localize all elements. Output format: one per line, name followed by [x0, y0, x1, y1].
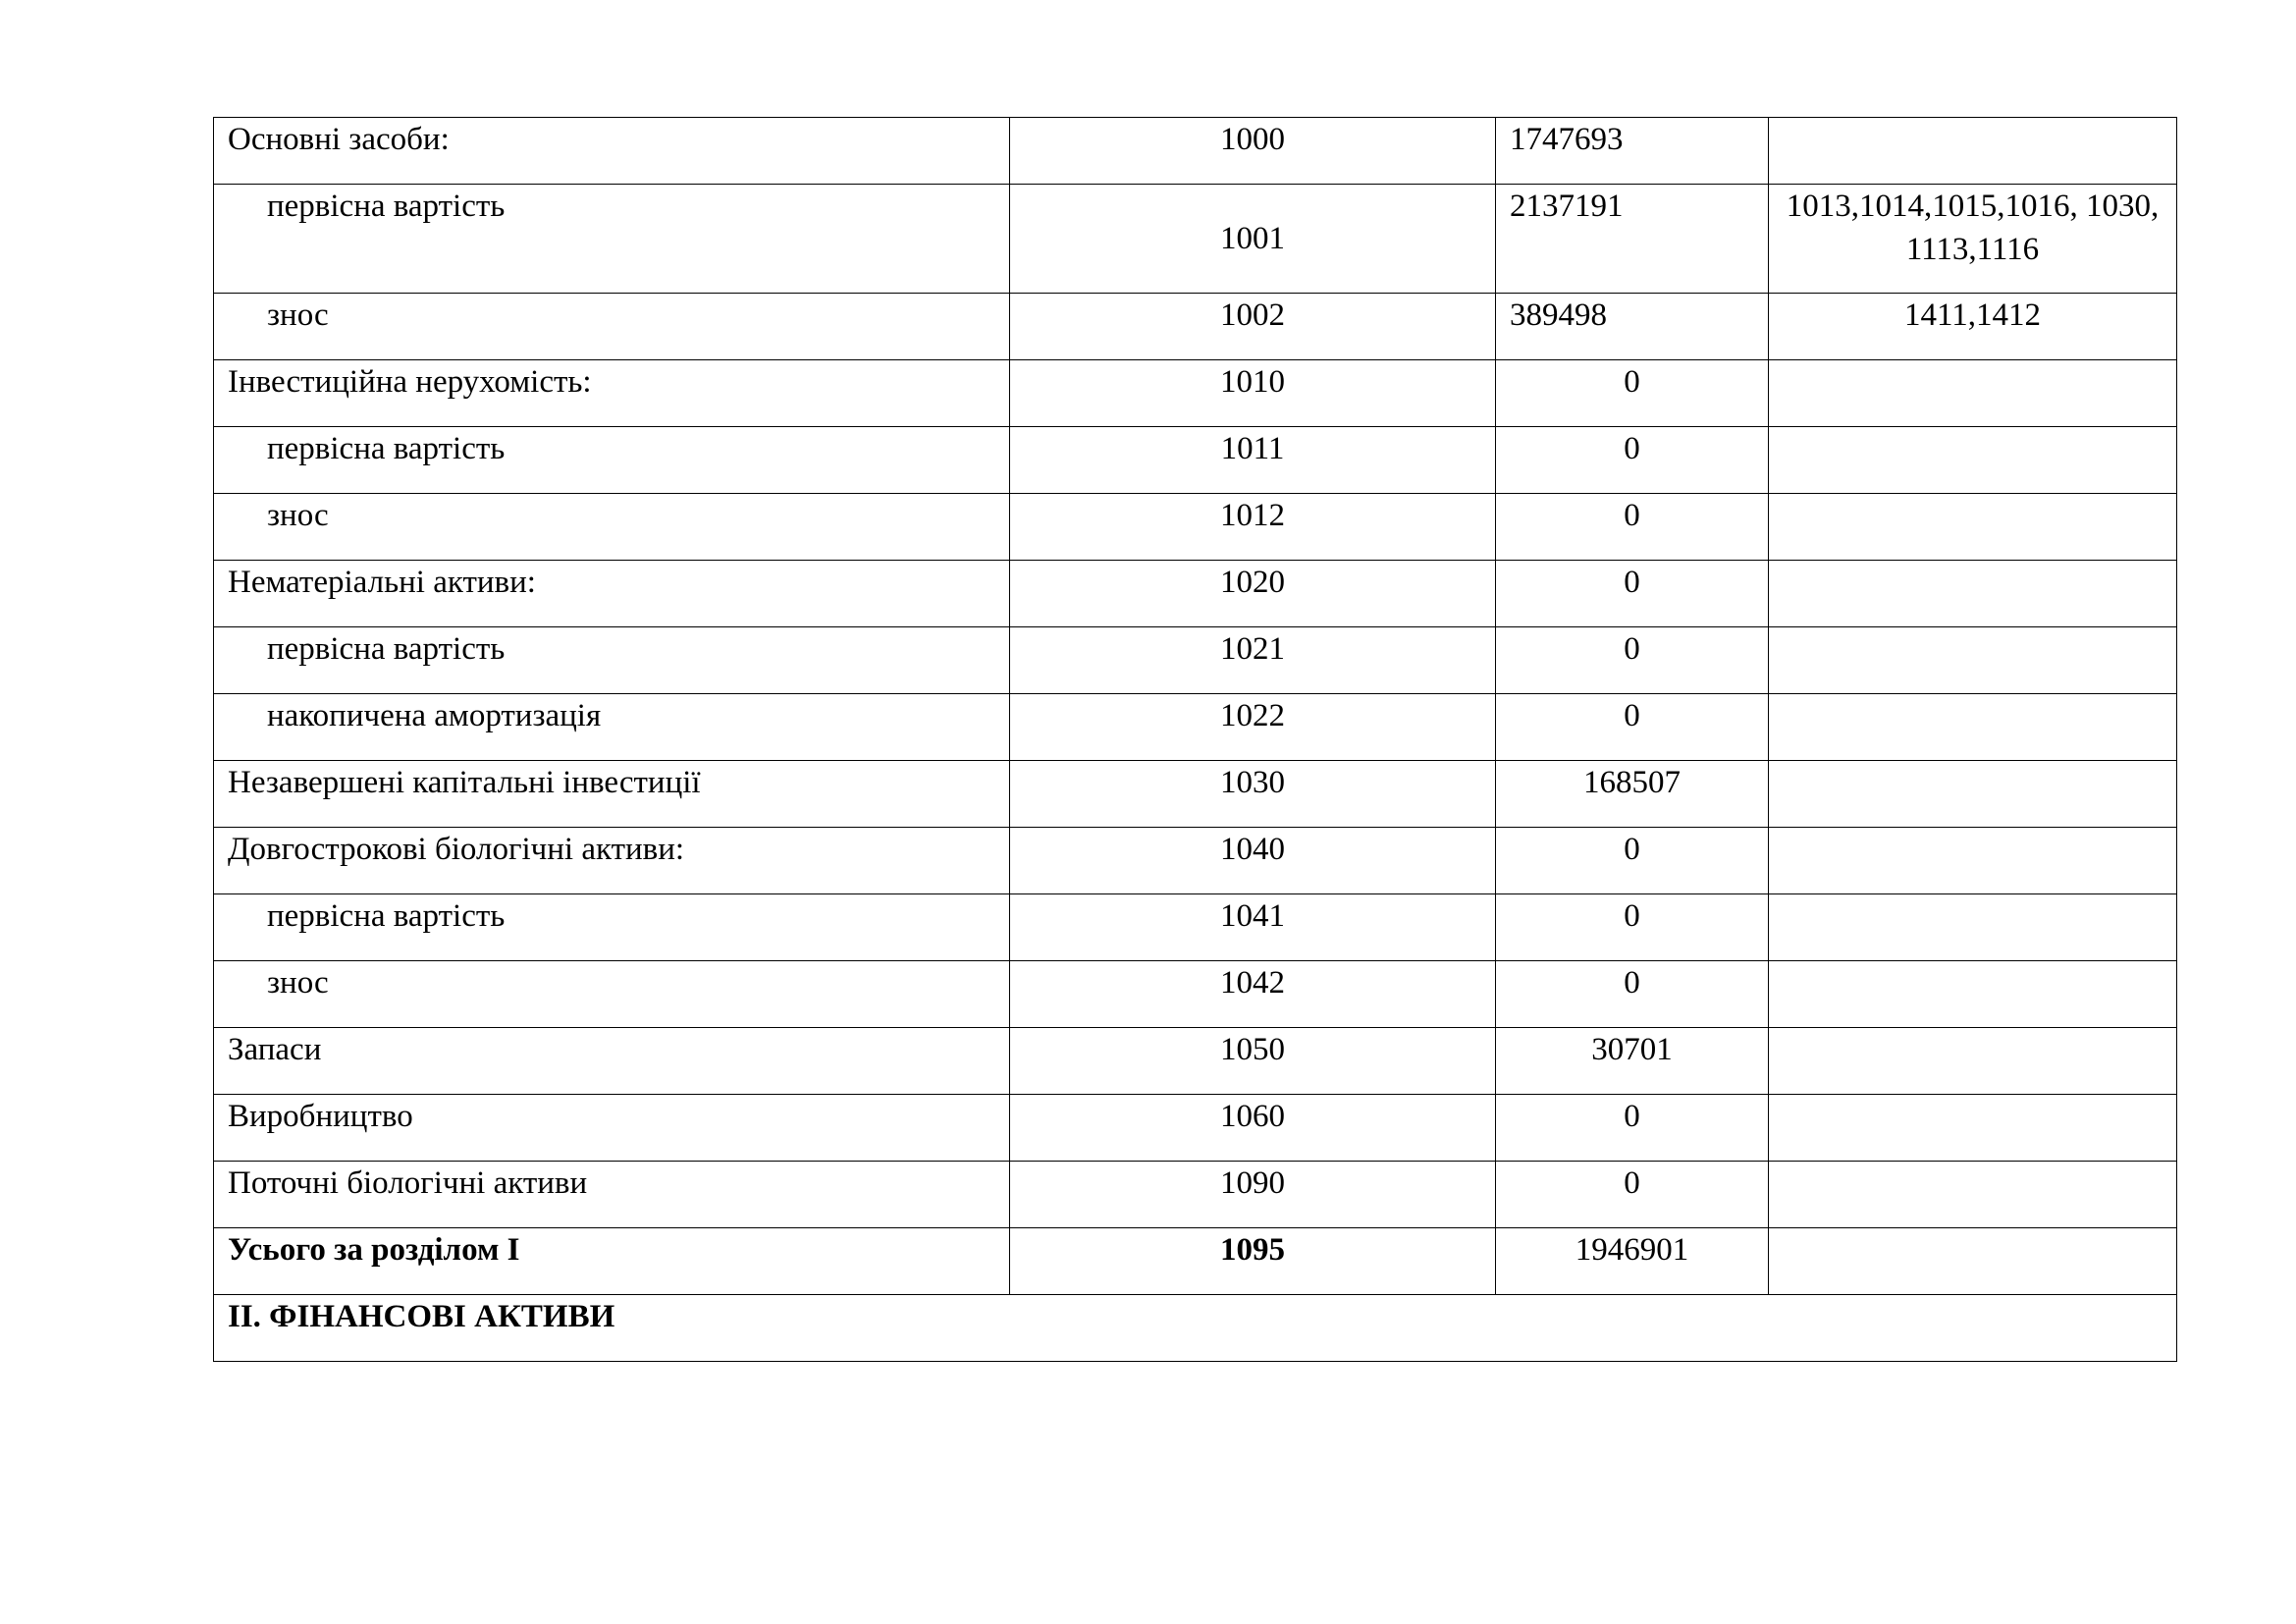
row-label: знос [214, 494, 1010, 561]
row-accounts [1769, 1162, 2177, 1228]
row-accounts [1769, 360, 2177, 427]
row-accounts [1769, 828, 2177, 894]
row-accounts [1769, 761, 2177, 828]
row-value: 389498 [1496, 294, 1769, 360]
row-code: 1012 [1010, 494, 1496, 561]
table-row [214, 185, 2177, 294]
row-label: первісна вартість [214, 627, 1010, 694]
total-value: 1946901 [1496, 1228, 1769, 1295]
row-value: 0 [1496, 494, 1769, 561]
row-accounts [1769, 627, 2177, 694]
row-accounts [1769, 427, 2177, 494]
table-row [214, 1162, 2177, 1228]
total-accounts [1769, 1228, 2177, 1295]
row-accounts: 1411,1412 [1769, 294, 2177, 360]
row-label: Основні засоби: [214, 118, 1010, 185]
table-row [214, 761, 2177, 828]
table-row [214, 627, 2177, 694]
row-label: Виробництво [214, 1095, 1010, 1162]
row-value: 0 [1496, 1162, 1769, 1228]
row-code: 1011 [1010, 427, 1496, 494]
row-accounts [1769, 694, 2177, 761]
table-row [214, 1095, 2177, 1162]
row-accounts [1769, 118, 2177, 185]
row-value: 0 [1496, 360, 1769, 427]
row-code: 1050 [1010, 1028, 1496, 1095]
row-code: 1021 [1010, 627, 1496, 694]
row-label: Нематеріальні активи: [214, 561, 1010, 627]
row-value: 0 [1496, 828, 1769, 894]
row-code: 1001 [1010, 185, 1496, 294]
row-label: знос [214, 294, 1010, 360]
table-row [214, 494, 2177, 561]
row-label: Запаси [214, 1028, 1010, 1095]
row-accounts: 1013,1014,1015,1016, 1030, 1113,1116 [1769, 185, 2177, 294]
row-value: 0 [1496, 427, 1769, 494]
balance-table [213, 117, 2177, 1362]
row-label: Довгострокові біологічні активи: [214, 828, 1010, 894]
section-heading: ІІ. ФІНАНСОВІ АКТИВИ [214, 1295, 2177, 1362]
row-value: 0 [1496, 1095, 1769, 1162]
row-label: Поточні біологічні активи [214, 1162, 1010, 1228]
table-row [214, 118, 2177, 185]
row-value: 2137191 [1496, 185, 1769, 294]
row-value: 0 [1496, 561, 1769, 627]
row-accounts [1769, 561, 2177, 627]
row-code: 1000 [1010, 118, 1496, 185]
row-label: накопичена амортизація [214, 694, 1010, 761]
total-code: 1095 [1010, 1228, 1496, 1295]
table-row [214, 360, 2177, 427]
row-code: 1090 [1010, 1162, 1496, 1228]
row-label: Незавершені капітальні інвестиції [214, 761, 1010, 828]
row-value: 30701 [1496, 1028, 1769, 1095]
row-value: 0 [1496, 961, 1769, 1028]
row-code: 1041 [1010, 894, 1496, 961]
row-code: 1002 [1010, 294, 1496, 360]
table-row [214, 294, 2177, 360]
row-value: 1747693 [1496, 118, 1769, 185]
row-accounts [1769, 894, 2177, 961]
table-row [214, 561, 2177, 627]
row-accounts [1769, 494, 2177, 561]
row-code: 1040 [1010, 828, 1496, 894]
row-label: первісна вартість [214, 894, 1010, 961]
section-heading-row [214, 1295, 2177, 1362]
row-label: знос [214, 961, 1010, 1028]
row-code: 1060 [1010, 1095, 1496, 1162]
row-value: 0 [1496, 694, 1769, 761]
row-value: 0 [1496, 627, 1769, 694]
row-value: 0 [1496, 894, 1769, 961]
total-label: Усього за розділом І [214, 1228, 1010, 1295]
table-row [214, 961, 2177, 1028]
row-label: первісна вартість [214, 185, 1010, 294]
table-row [214, 1028, 2177, 1095]
row-accounts [1769, 1028, 2177, 1095]
row-code: 1020 [1010, 561, 1496, 627]
table-row [214, 894, 2177, 961]
row-accounts [1769, 961, 2177, 1028]
table-row-total [214, 1228, 2177, 1295]
row-label: первісна вартість [214, 427, 1010, 494]
table-row [214, 694, 2177, 761]
row-value: 168507 [1496, 761, 1769, 828]
row-accounts [1769, 1095, 2177, 1162]
row-code: 1030 [1010, 761, 1496, 828]
row-code: 1022 [1010, 694, 1496, 761]
row-label: Інвестиційна нерухомість: [214, 360, 1010, 427]
row-code: 1042 [1010, 961, 1496, 1028]
table-row [214, 828, 2177, 894]
table-row [214, 427, 2177, 494]
row-code: 1010 [1010, 360, 1496, 427]
